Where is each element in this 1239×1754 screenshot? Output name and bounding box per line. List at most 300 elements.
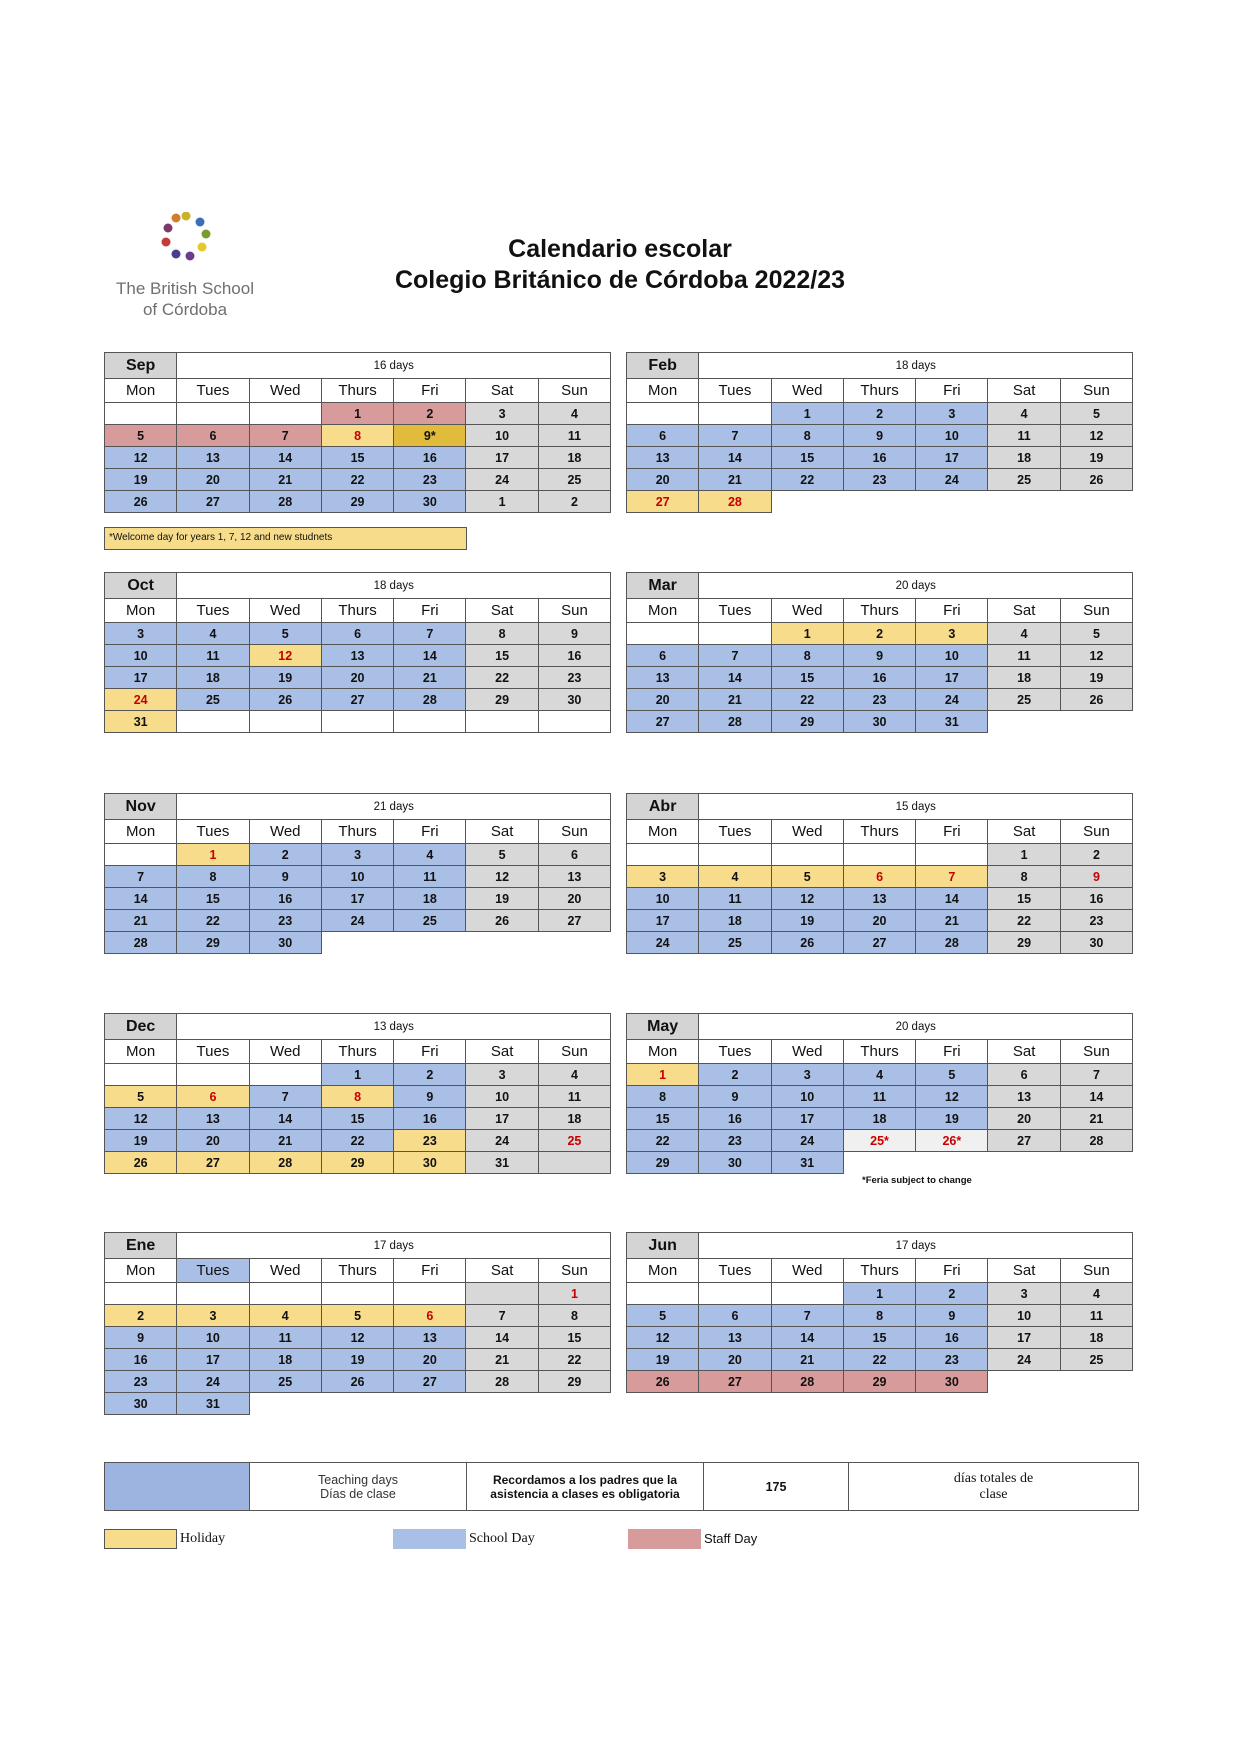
date-cell: 7 xyxy=(1060,1064,1132,1086)
date-cell: 3 xyxy=(916,403,988,425)
date-cell xyxy=(699,623,771,645)
day-name: Tues xyxy=(699,379,771,403)
date-cell xyxy=(627,844,699,866)
feria-note: *Feria subject to change xyxy=(862,1175,972,1186)
date-cell: 12 xyxy=(105,1108,177,1130)
date-cell xyxy=(627,1283,699,1305)
date-cell: 3 xyxy=(466,403,538,425)
date-cell: 7 xyxy=(466,1305,538,1327)
day-name: Sun xyxy=(538,1040,610,1064)
date-cell: 4 xyxy=(394,844,466,866)
date-cell: 20 xyxy=(177,469,249,491)
day-name: Tues xyxy=(177,379,249,403)
day-name: Thurs xyxy=(321,599,393,623)
month-name: Dec xyxy=(105,1014,177,1040)
date-cell: 22 xyxy=(988,910,1060,932)
month-name: Feb xyxy=(627,353,699,379)
date-cell: 14 xyxy=(771,1327,843,1349)
date-cell: 30 xyxy=(1060,932,1132,954)
day-name: Tues xyxy=(699,820,771,844)
date-cell xyxy=(249,403,321,425)
date-cell: 24 xyxy=(771,1130,843,1152)
date-cell: 21 xyxy=(699,469,771,491)
summary-table xyxy=(104,1462,1139,1511)
day-name: Wed xyxy=(249,599,321,623)
date-cell: 27 xyxy=(177,491,249,513)
date-cell: 17 xyxy=(988,1327,1060,1349)
date-cell: 16 xyxy=(394,1108,466,1130)
day-name: Sat xyxy=(466,379,538,403)
date-cell: 21 xyxy=(394,667,466,689)
date-cell: 20 xyxy=(627,689,699,711)
date-cell: 22 xyxy=(538,1349,610,1371)
month-calendar-ene xyxy=(104,1232,611,1415)
date-cell: 31 xyxy=(105,711,177,733)
school-logo xyxy=(110,212,260,322)
date-cell xyxy=(1060,1152,1132,1174)
day-name: Mon xyxy=(627,820,699,844)
date-cell: 20 xyxy=(538,888,610,910)
date-cell: 15 xyxy=(771,667,843,689)
day-name: Tues xyxy=(699,1040,771,1064)
date-cell: 11 xyxy=(538,1086,610,1108)
date-cell: 3 xyxy=(105,623,177,645)
day-name: Tues xyxy=(177,1040,249,1064)
day-name: Tues xyxy=(699,1259,771,1283)
date-cell: 12 xyxy=(321,1327,393,1349)
date-cell: 4 xyxy=(988,623,1060,645)
date-cell: 13 xyxy=(843,888,915,910)
date-cell: 1 xyxy=(771,403,843,425)
date-cell xyxy=(177,1064,249,1086)
date-cell: 24 xyxy=(177,1371,249,1393)
date-cell xyxy=(249,1283,321,1305)
date-cell: 22 xyxy=(627,1130,699,1152)
date-cell: 17 xyxy=(177,1349,249,1371)
date-cell: 13 xyxy=(321,645,393,667)
date-cell: 19 xyxy=(466,888,538,910)
date-cell: 22 xyxy=(466,667,538,689)
date-cell xyxy=(105,1283,177,1305)
date-cell: 21 xyxy=(699,689,771,711)
welcome-day-note: *Welcome day for years 1, 7, 12 and new studnets xyxy=(104,527,467,550)
date-cell: 16 xyxy=(843,667,915,689)
day-name: Mon xyxy=(105,379,177,403)
date-cell: 6 xyxy=(843,866,915,888)
month-calendar-nov xyxy=(104,793,611,954)
date-cell xyxy=(916,491,988,513)
date-cell: 11 xyxy=(843,1086,915,1108)
date-cell: 14 xyxy=(249,447,321,469)
day-name: Sun xyxy=(1060,379,1132,403)
date-cell: 5 xyxy=(321,1305,393,1327)
date-cell: 28 xyxy=(699,491,771,513)
date-cell: 10 xyxy=(466,425,538,447)
date-cell: 24 xyxy=(466,1130,538,1152)
date-cell: 8 xyxy=(843,1305,915,1327)
date-cell xyxy=(394,1283,466,1305)
date-cell: 11 xyxy=(1060,1305,1132,1327)
day-name: Wed xyxy=(249,1040,321,1064)
school-swatch xyxy=(393,1529,466,1549)
date-cell: 11 xyxy=(988,645,1060,667)
date-cell: 9 xyxy=(249,866,321,888)
date-cell: 31 xyxy=(466,1152,538,1174)
date-cell: 22 xyxy=(177,910,249,932)
date-cell: 23 xyxy=(105,1371,177,1393)
month-calendar-mar xyxy=(626,572,1133,733)
date-cell: 1 xyxy=(988,844,1060,866)
date-cell: 10 xyxy=(321,866,393,888)
date-cell: 19 xyxy=(1060,447,1132,469)
date-cell: 31 xyxy=(177,1393,249,1415)
month-day-count: 18 days xyxy=(699,353,1133,379)
day-name: Fri xyxy=(394,820,466,844)
day-name: Fri xyxy=(394,1040,466,1064)
date-cell: 2 xyxy=(699,1064,771,1086)
date-cell: 16 xyxy=(394,447,466,469)
date-cell: 28 xyxy=(466,1371,538,1393)
day-name: Wed xyxy=(771,1259,843,1283)
date-cell xyxy=(394,932,466,954)
total-days-value: 175 xyxy=(704,1463,849,1511)
date-cell: 8 xyxy=(321,425,393,447)
day-name: Mon xyxy=(627,1259,699,1283)
date-cell: 22 xyxy=(321,1130,393,1152)
date-cell: 3 xyxy=(177,1305,249,1327)
date-cell: 4 xyxy=(843,1064,915,1086)
date-cell: 13 xyxy=(394,1327,466,1349)
date-cell: 17 xyxy=(916,667,988,689)
day-name: Fri xyxy=(394,379,466,403)
day-name: Sun xyxy=(538,379,610,403)
day-name: Wed xyxy=(249,379,321,403)
date-cell: 13 xyxy=(538,866,610,888)
date-cell: 25 xyxy=(538,469,610,491)
day-name: Sun xyxy=(1060,820,1132,844)
date-cell: 24 xyxy=(627,932,699,954)
date-cell xyxy=(843,491,915,513)
date-cell: 30 xyxy=(394,491,466,513)
date-cell: 29 xyxy=(321,1152,393,1174)
date-cell: 20 xyxy=(627,469,699,491)
date-cell: 24 xyxy=(916,689,988,711)
date-cell: 18 xyxy=(538,1108,610,1130)
date-cell: 9 xyxy=(843,425,915,447)
date-cell xyxy=(249,1064,321,1086)
date-cell: 26 xyxy=(1060,689,1132,711)
date-cell: 6 xyxy=(321,623,393,645)
date-cell: 18 xyxy=(394,888,466,910)
date-cell: 21 xyxy=(466,1349,538,1371)
date-cell: 25 xyxy=(249,1371,321,1393)
date-cell xyxy=(771,1283,843,1305)
date-cell: 31 xyxy=(771,1152,843,1174)
date-cell: 22 xyxy=(771,469,843,491)
date-cell: 29 xyxy=(627,1152,699,1174)
date-cell xyxy=(466,1393,538,1415)
date-cell: 21 xyxy=(771,1349,843,1371)
date-cell xyxy=(627,403,699,425)
date-cell: 25 xyxy=(177,689,249,711)
date-cell: 26 xyxy=(105,491,177,513)
date-cell: 17 xyxy=(771,1108,843,1130)
date-cell: 20 xyxy=(177,1130,249,1152)
date-cell: 8 xyxy=(538,1305,610,1327)
date-cell: 17 xyxy=(321,888,393,910)
day-name: Sun xyxy=(1060,599,1132,623)
month-day-count: 20 days xyxy=(699,1014,1133,1040)
date-cell: 9 xyxy=(843,645,915,667)
date-cell: 23 xyxy=(1060,910,1132,932)
date-cell xyxy=(699,844,771,866)
date-cell: 26 xyxy=(249,689,321,711)
date-cell: 6 xyxy=(538,844,610,866)
date-cell: 1 xyxy=(321,1064,393,1086)
date-cell: 26 xyxy=(771,932,843,954)
date-cell: 30 xyxy=(249,932,321,954)
date-cell: 16 xyxy=(843,447,915,469)
date-cell: 10 xyxy=(916,645,988,667)
day-name: Mon xyxy=(105,1040,177,1064)
date-cell xyxy=(771,491,843,513)
teaching-days-swatch xyxy=(105,1463,250,1511)
holiday-label: Holiday xyxy=(180,1531,226,1546)
date-cell: 5 xyxy=(1060,623,1132,645)
page-title xyxy=(300,234,940,296)
title-line-2: Colegio Británico de Córdoba 2022/23 xyxy=(394,266,846,294)
date-cell xyxy=(105,844,177,866)
day-name: Thurs xyxy=(321,379,393,403)
date-cell: 19 xyxy=(916,1108,988,1130)
date-cell: 2 xyxy=(394,403,466,425)
date-cell xyxy=(105,403,177,425)
date-cell: 7 xyxy=(394,623,466,645)
date-cell: 20 xyxy=(843,910,915,932)
date-cell: 29 xyxy=(466,689,538,711)
date-cell: 24 xyxy=(466,469,538,491)
date-cell: 28 xyxy=(249,1152,321,1174)
month-day-count: 15 days xyxy=(699,794,1133,820)
date-cell xyxy=(538,1152,610,1174)
day-name: Fri xyxy=(916,820,988,844)
date-cell: 2 xyxy=(1060,844,1132,866)
date-cell: 8 xyxy=(466,623,538,645)
month-calendar-dec xyxy=(104,1013,611,1174)
date-cell: 11 xyxy=(538,425,610,447)
date-cell: 27 xyxy=(538,910,610,932)
date-cell: 15 xyxy=(843,1327,915,1349)
date-cell: 9 xyxy=(394,1086,466,1108)
date-cell: 18 xyxy=(1060,1327,1132,1349)
date-cell: 20 xyxy=(394,1349,466,1371)
date-cell: 18 xyxy=(249,1349,321,1371)
day-name: Wed xyxy=(249,1259,321,1283)
date-cell: 27 xyxy=(627,711,699,733)
month-name: Nov xyxy=(105,794,177,820)
date-cell: 28 xyxy=(105,932,177,954)
date-cell xyxy=(177,1283,249,1305)
date-cell: 1 xyxy=(321,403,393,425)
date-cell: 27 xyxy=(699,1371,771,1393)
date-cell xyxy=(1060,711,1132,733)
date-cell: 23 xyxy=(394,1130,466,1152)
date-cell: 23 xyxy=(843,689,915,711)
date-cell: 30 xyxy=(916,1371,988,1393)
date-cell: 10 xyxy=(627,888,699,910)
date-cell: 30 xyxy=(394,1152,466,1174)
date-cell: 15 xyxy=(321,1108,393,1130)
date-cell xyxy=(699,403,771,425)
date-cell: 3 xyxy=(321,844,393,866)
day-name: Mon xyxy=(105,1259,177,1283)
date-cell: 27 xyxy=(321,689,393,711)
date-cell xyxy=(538,932,610,954)
month-day-count: 18 days xyxy=(177,573,611,599)
day-name: Tues xyxy=(177,1259,249,1283)
date-cell: 29 xyxy=(771,711,843,733)
date-cell: 7 xyxy=(249,1086,321,1108)
date-cell: 14 xyxy=(699,667,771,689)
date-cell: 14 xyxy=(466,1327,538,1349)
date-cell: 23 xyxy=(843,469,915,491)
date-cell: 14 xyxy=(916,888,988,910)
date-cell: 9 xyxy=(538,623,610,645)
date-cell: 24 xyxy=(988,1349,1060,1371)
date-cell xyxy=(988,711,1060,733)
date-cell: 15 xyxy=(538,1327,610,1349)
date-cell xyxy=(466,932,538,954)
month-day-count: 16 days xyxy=(177,353,611,379)
date-cell: 15 xyxy=(988,888,1060,910)
date-cell: 5 xyxy=(249,623,321,645)
date-cell: 16 xyxy=(538,645,610,667)
date-cell: 12 xyxy=(627,1327,699,1349)
month-day-count: 21 days xyxy=(177,794,611,820)
day-name: Sat xyxy=(988,1259,1060,1283)
date-cell: 18 xyxy=(538,447,610,469)
date-cell: 2 xyxy=(249,844,321,866)
day-name: Sat xyxy=(988,599,1060,623)
day-name: Sat xyxy=(466,820,538,844)
date-cell: 10 xyxy=(177,1327,249,1349)
date-cell: 3 xyxy=(627,866,699,888)
date-cell: 6 xyxy=(627,645,699,667)
date-cell: 23 xyxy=(916,1349,988,1371)
day-name: Mon xyxy=(627,379,699,403)
date-cell: 19 xyxy=(771,910,843,932)
day-name: Tues xyxy=(177,599,249,623)
date-cell: 8 xyxy=(988,866,1060,888)
holiday-swatch xyxy=(104,1529,177,1549)
date-cell: 19 xyxy=(249,667,321,689)
day-name: Sat xyxy=(988,1040,1060,1064)
date-cell: 10 xyxy=(988,1305,1060,1327)
date-cell: 17 xyxy=(916,447,988,469)
date-cell: 21 xyxy=(249,469,321,491)
date-cell: 5 xyxy=(105,1086,177,1108)
date-cell: 12 xyxy=(105,447,177,469)
date-cell: 3 xyxy=(771,1064,843,1086)
day-name: Thurs xyxy=(321,1259,393,1283)
date-cell: 8 xyxy=(771,425,843,447)
date-cell: 2 xyxy=(843,623,915,645)
month-calendar-may xyxy=(626,1013,1133,1174)
date-cell: 25 xyxy=(988,469,1060,491)
month-day-count: 17 days xyxy=(177,1233,611,1259)
month-day-count: 17 days xyxy=(699,1233,1133,1259)
date-cell: 10 xyxy=(916,425,988,447)
date-cell: 8 xyxy=(177,866,249,888)
date-cell: 7 xyxy=(105,866,177,888)
day-name: Sat xyxy=(988,820,1060,844)
date-cell: 31 xyxy=(916,711,988,733)
date-cell: 18 xyxy=(843,1108,915,1130)
month-name: Abr xyxy=(627,794,699,820)
date-cell: 20 xyxy=(988,1108,1060,1130)
date-cell: 4 xyxy=(699,866,771,888)
date-cell: 13 xyxy=(177,447,249,469)
date-cell: 6 xyxy=(988,1064,1060,1086)
day-name: Thurs xyxy=(843,1259,915,1283)
date-cell: 3 xyxy=(466,1064,538,1086)
date-cell: 27 xyxy=(627,491,699,513)
date-cell: 29 xyxy=(538,1371,610,1393)
date-cell: 14 xyxy=(105,888,177,910)
date-cell: 24 xyxy=(916,469,988,491)
day-name: Fri xyxy=(916,1040,988,1064)
date-cell xyxy=(321,711,393,733)
month-calendar-sep xyxy=(104,352,611,513)
date-cell: 8 xyxy=(321,1086,393,1108)
date-cell xyxy=(627,623,699,645)
day-name: Wed xyxy=(249,820,321,844)
date-cell xyxy=(1060,1371,1132,1393)
date-cell: 13 xyxy=(177,1108,249,1130)
date-cell: 17 xyxy=(466,1108,538,1130)
month-name: Ene xyxy=(105,1233,177,1259)
date-cell: 2 xyxy=(916,1283,988,1305)
date-cell: 4 xyxy=(538,403,610,425)
date-cell: 7 xyxy=(916,866,988,888)
date-cell: 21 xyxy=(249,1130,321,1152)
month-name: Oct xyxy=(105,573,177,599)
date-cell: 27 xyxy=(394,1371,466,1393)
date-cell: 26 xyxy=(105,1152,177,1174)
date-cell: 6 xyxy=(177,425,249,447)
date-cell: 17 xyxy=(466,447,538,469)
date-cell: 23 xyxy=(394,469,466,491)
date-cell: 18 xyxy=(988,667,1060,689)
date-cell: 2 xyxy=(105,1305,177,1327)
date-cell: 9 xyxy=(916,1305,988,1327)
day-name: Thurs xyxy=(843,599,915,623)
date-cell: 4 xyxy=(988,403,1060,425)
day-name: Sun xyxy=(538,820,610,844)
date-cell xyxy=(988,491,1060,513)
month-day-count: 13 days xyxy=(177,1014,611,1040)
day-name: Sat xyxy=(988,379,1060,403)
date-cell: 19 xyxy=(627,1349,699,1371)
date-cell: 12 xyxy=(1060,645,1132,667)
date-cell: 28 xyxy=(249,491,321,513)
date-cell: 1 xyxy=(466,491,538,513)
day-name: Fri xyxy=(394,599,466,623)
date-cell: 28 xyxy=(916,932,988,954)
day-name: Thurs xyxy=(321,1040,393,1064)
day-name: Sat xyxy=(466,599,538,623)
date-cell: 12 xyxy=(771,888,843,910)
